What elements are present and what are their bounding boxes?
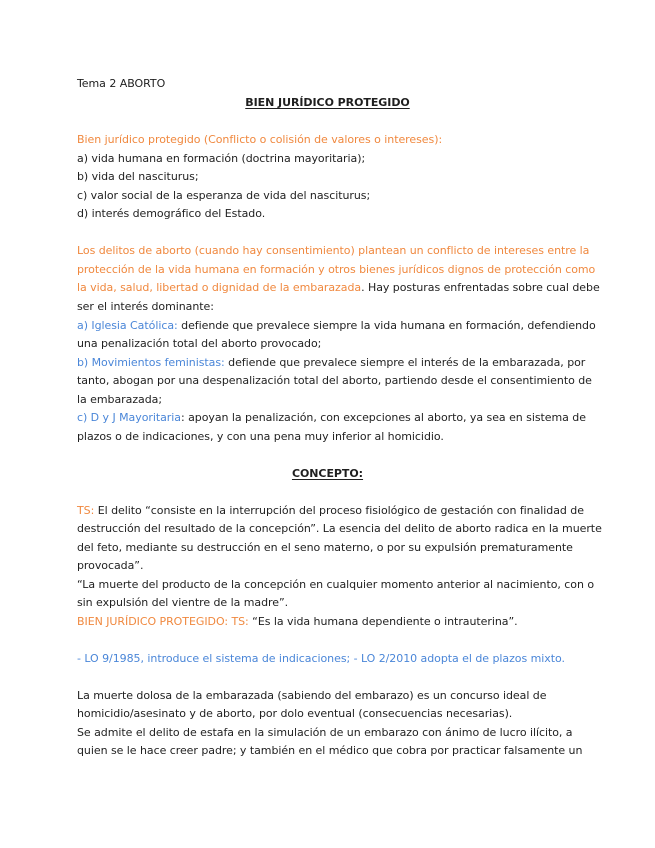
final-line-4: quien se le hace creer padre; y también en el médico que cobra por practicar falsamente un — [77, 744, 583, 757]
conflicto-line-2: protección de la vida humana en formación y otros bienes jurídicos dignos de protección como — [77, 263, 596, 276]
conflicto-line-3-highlight: la vida, salud, libertad o dignidad de la embarazada — [77, 281, 362, 294]
postura-c-line-1 — [77, 411, 586, 425]
postura-a-text: defiende que prevalece siempre la vida humana en formación, defendiendo — [177, 319, 596, 332]
concepto-ts-line-1 — [77, 504, 584, 518]
heading-concepto: CONCEPTO: — [291, 467, 364, 480]
bien-item-c: c) valor social de la esperanza de vida del nasciturus; — [77, 189, 371, 202]
concepto-ts-line-2: destrucción del resultado de la concepción”. La esencia del delito de aborto radica en la muerte — [77, 522, 602, 535]
topic-title: Tema 2 ABORTO — [77, 77, 166, 90]
final-line-3: Se admite el delito de estafa en la simulación de un embarazo con ánimo de lucro ilícito, a — [77, 726, 573, 739]
postura-b-line-1 — [77, 356, 585, 370]
concepto-ts-label: TS: — [77, 504, 95, 517]
bien-item-b: b) vida del nasciturus; — [77, 170, 199, 183]
conflicto-line-4: ser el interés dominante: — [77, 300, 214, 313]
postura-b-line-2: tanto, abogan por una despenalización total del aborto, partiendo desde el consentimiento de — [77, 374, 592, 387]
concepto-ts-line-3: del feto, mediante su destrucción en el seno materno, o por su expulsión prematuramente — [77, 541, 573, 554]
concepto-bien-line — [77, 615, 518, 629]
bien-intro: Bien jurídico protegido (Conflicto o colisión de valores o intereses): — [77, 133, 443, 146]
final-line-2: homicidio/asesinato y de aborto, por dolo eventual (consecuencias necesarias). — [77, 707, 513, 720]
concepto-ts-line-4: provocada”. — [77, 559, 144, 572]
concepto-bien-text: “Es la vida humana dependiente o intrauterina”. — [248, 615, 518, 628]
concepto-quote-line-1: “La muerte del producto de la concepción en cualquier momento anterior al nacimiento, con o — [77, 578, 595, 591]
postura-a-line-1 — [77, 319, 596, 333]
postura-b-text: defiende que prevalece siempre el interés de la embarazada, por — [224, 356, 586, 369]
conflicto-line-3-rest: . Hay posturas enfrentadas sobre cual debe — [361, 281, 600, 294]
postura-c-text: : apoyan la penalización, con excepciones al aborto, ya sea en sistema de — [180, 411, 586, 424]
conflicto-line-1: Los delitos de aborto (cuando hay consentimiento) plantean un conflicto de intereses entre la — [77, 244, 590, 257]
postura-a-line-2: una penalización total del aborto provocado; — [77, 337, 322, 350]
postura-c-label: c) D y J Mayoritaria — [77, 411, 181, 424]
final-line-1: La muerte dolosa de la embarazada (sabiendo del embarazo) es un concurso ideal de — [77, 689, 547, 702]
conflicto-line-3 — [77, 281, 600, 295]
bien-item-a: a) vida humana en formación (doctrina mayoritaria); — [77, 152, 366, 165]
postura-b-label: b) Movimientos feministas: — [77, 356, 225, 369]
leyes-line: - LO 9/1985, introduce el sistema de indicaciones; - LO 2/2010 adopta el de plazos mixto. — [77, 652, 565, 665]
bien-item-d: d) interés demográfico del Estado. — [77, 207, 266, 220]
concepto-bien-label: BIEN JURÍDICO PROTEGIDO: TS: — [77, 615, 249, 628]
concepto-ts-text: El delito “consiste en la interrupción del proceso fisiológico de gestación con finalidad de — [94, 504, 584, 517]
postura-a-label: a) Iglesia Católica: — [77, 319, 178, 332]
postura-c-line-2: plazos o de indicaciones, y con una pena muy inferior al homicidio. — [77, 430, 444, 443]
postura-b-line-3: la embarazada; — [77, 393, 163, 406]
heading-bien-juridico: BIEN JURÍDICO PROTEGIDO — [245, 96, 410, 109]
concepto-quote-line-2: sin expulsión del vientre de la madre”. — [77, 596, 289, 609]
